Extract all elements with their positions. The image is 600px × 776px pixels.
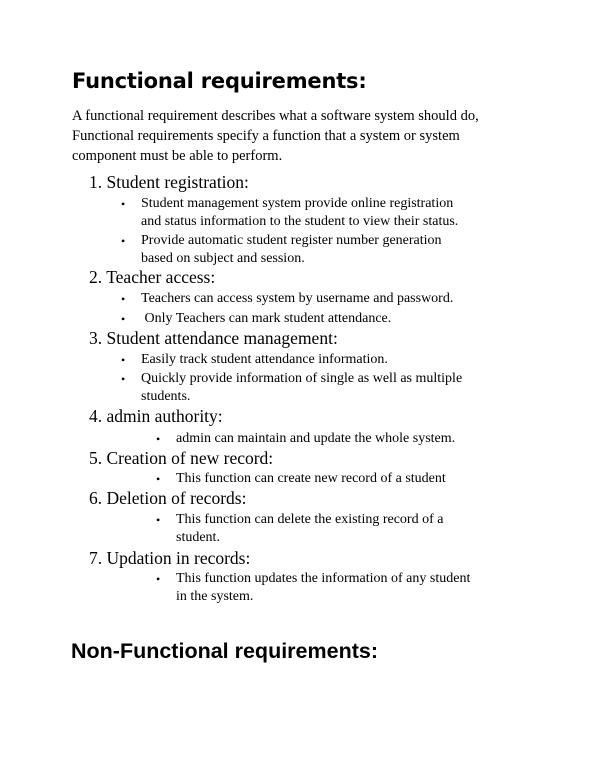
list-item-7-bullet-1: • This function updates the information of any student in the system. [156,571,471,604]
list-item-6-title: 6. Deletion of records: [89,488,247,508]
list-item-4-bullet-1: • admin can maintain and update the whole system. [156,431,456,446]
list-item-1-bullet-2: • Provide automatic student register number generation based on subject and session. [121,233,442,266]
list-item-1-title: 1. Student registration: [89,172,249,192]
list-item-3-title: 3. Student attendance management: [89,328,338,348]
non-functional-requirements-heading: Non-Functional requirements: [71,639,378,663]
bullet-dot-icon: • [121,353,126,367]
list-item-5-title: 5. Creation of new record: [89,448,274,468]
bullet-dot-icon: • [121,197,126,211]
bullet-dot-icon: • [156,513,161,527]
intro-line: A functional requirement describes what a software system should do, [72,108,479,124]
list-item-2-bullet-1: • Teachers can access system by username and password. [121,291,454,306]
bullet-dot-icon: • [156,432,161,446]
list-item-4-title: 4. admin authority: [89,406,223,426]
bullet-dot-icon: • [121,292,126,306]
intro-line: component must be able to perform. [72,148,283,164]
list-item-7-title: 7. Updation in records: [89,548,251,568]
bullet-dot-icon: • [121,372,126,386]
list-item-5-bullet-1: • This function can create new record of a student [156,471,446,486]
list-item-2-title: 2. Teacher access: [89,267,216,287]
bullet-dot-icon: • [156,472,161,486]
bullet-dot-icon: • [121,234,126,248]
list-item-6-bullet-1: • This function can delete the existing record of a student. [156,512,444,545]
intro-line: Functional requirements specify a function that a system or system [72,128,460,144]
list-item-3-bullet-2: • Quickly provide information of single as well as multiple students. [121,371,463,404]
list-item-3-bullet-1: • Easily track student attendance information. [121,352,388,367]
bullet-dot-icon: • [121,312,126,326]
list-item-2-bullet-2: • Only Teachers can mark student attendance. [121,311,392,326]
list-item-1-bullet-1: • Student management system provide online registration and status information to the student to view their status. [121,196,459,229]
functional-requirements-heading: Functional requirements: [72,69,367,93]
bullet-dot-icon: • [156,572,161,586]
intro-paragraph [72,106,542,166]
